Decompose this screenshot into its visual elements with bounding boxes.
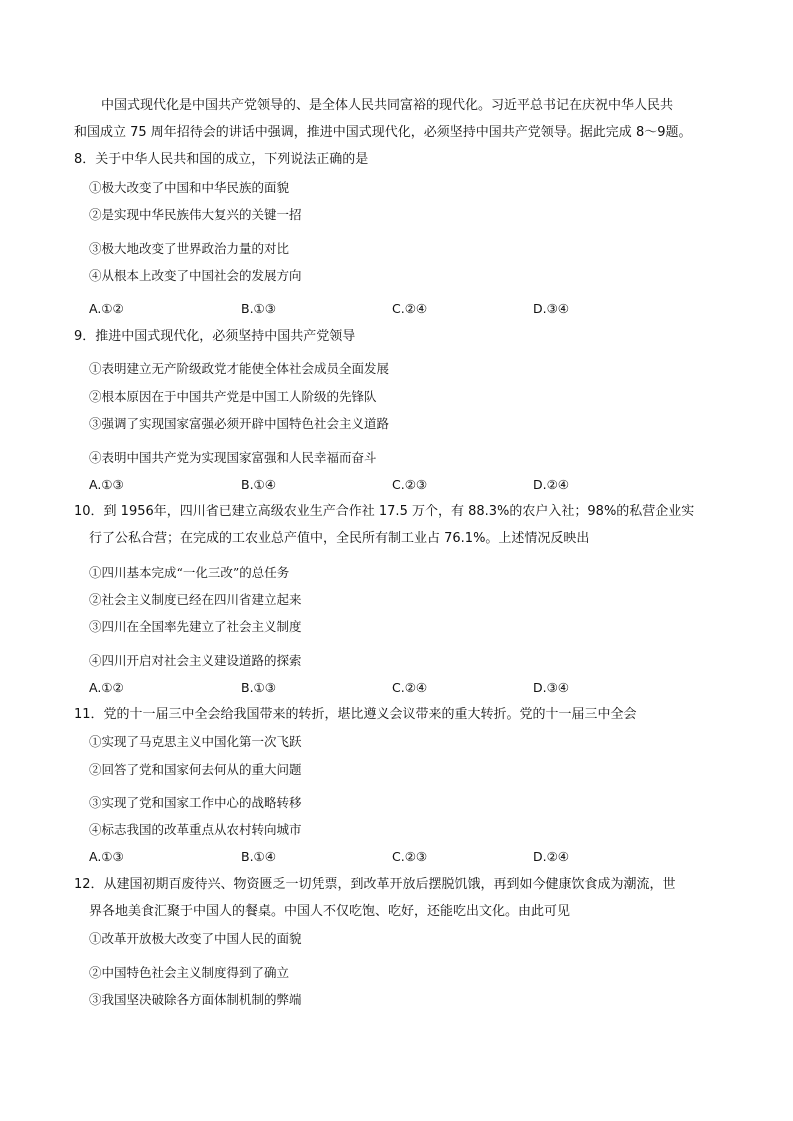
choice-a[interactable]: A.①③	[89, 849, 124, 864]
option-1: ①实现了马克思主义中国化第一次飞跃	[89, 734, 302, 749]
choice-d[interactable]: D.③④	[533, 301, 570, 316]
choice-a[interactable]: A.①②	[89, 680, 124, 695]
option-3: ③极大地改变了世界政治力量的对比	[89, 241, 290, 256]
choice-d[interactable]: D.②④	[533, 477, 570, 492]
question-stem: 12．从建国初期百废待兴、物资匮乏一切凭票，到改革开放后摆脱饥饿，再到如今健康饮食成为潮流，世	[74, 877, 676, 892]
option-2: ②根本原因在于中国共产党是中国工人阶级的先锋队	[89, 389, 377, 404]
choice-c[interactable]: C.②③	[392, 849, 428, 864]
option-4: ④表明中国共产党为实现国家富强和人民幸福而奋斗	[89, 450, 377, 465]
option-2: ②回答了党和国家何去何从的重大问题	[89, 762, 302, 777]
intro-line-1: 中国式现代化是中国共产党领导的、是全体人民共同富裕的现代化。习近平总书记在庆祝中华人民共	[101, 98, 674, 113]
question-stem-cont: 界各地美食汇聚于中国人的餐桌。中国人不仅吃饱、吃好，还能吃出文化。由此可见	[89, 904, 571, 919]
question-stem: 9．推进中国式现代化，必须坚持中国共产党领导	[74, 329, 356, 344]
intro-line-2: 和国成立 75 周年招待会的讲话中强调，推进中国式现代化，必须坚持中国共产党领导。据此完成 8～9题。	[74, 125, 692, 140]
choice-d[interactable]: D.③④	[533, 680, 570, 695]
question-stem: 8．关于中华人民共和国的成立，下列说法正确的是	[74, 152, 369, 167]
choice-a[interactable]: A.①②	[89, 301, 124, 316]
question-stem-cont: 行了公私合营；在完成的工农业总产值中，全民所有制工业占 76.1%。上述情况反映出	[89, 531, 590, 546]
question-stem: 11．党的十一届三中全会给我国带来的转折，堪比遵义会议带来的重大转折。党的十一届三中全会	[74, 707, 637, 722]
choice-c[interactable]: C.②④	[392, 301, 428, 316]
option-4: ④四川开启对社会主义建设道路的探索	[89, 653, 302, 668]
option-2: ②是实现中华民族伟大复兴的关键一招	[89, 207, 302, 222]
option-4: ④从根本上改变了中国社会的发展方向	[89, 268, 302, 283]
choice-d[interactable]: D.②④	[533, 849, 570, 864]
choice-c[interactable]: C.②③	[392, 477, 428, 492]
option-1: ①改革开放极大改变了中国人民的面貌	[89, 931, 302, 946]
option-1: ①四川基本完成“一化三改”的总任务	[89, 565, 290, 580]
option-2: ②中国特色社会主义制度得到了确立	[89, 965, 290, 980]
choice-a[interactable]: A.①③	[89, 477, 124, 492]
option-2: ②社会主义制度已经在四川省建立起来	[89, 592, 302, 607]
choice-b[interactable]: B.①④	[241, 477, 276, 492]
choice-b[interactable]: B.①④	[241, 849, 276, 864]
option-3: ③实现了党和国家工作中心的战略转移	[89, 795, 302, 810]
option-1: ①表明建立无产阶级政党才能使全体社会成员全面发展	[89, 361, 390, 376]
option-3: ③四川在全国率先建立了社会主义制度	[89, 619, 302, 634]
choice-c[interactable]: C.②④	[392, 680, 428, 695]
choice-b[interactable]: B.①③	[241, 301, 276, 316]
option-3: ③我国坚决破除各方面体制机制的弊端	[89, 992, 302, 1007]
question-stem: 10．到 1956年，四川省已建立高级农业生产合作社 17.5 万个，有 88.3%的农户入社；98%的私营企业实	[74, 504, 695, 519]
option-1: ①极大改变了中国和中华民族的面貌	[89, 180, 290, 195]
choice-b[interactable]: B.①③	[241, 680, 276, 695]
option-3: ③强调了实现国家富强必须开辟中国特色社会主义道路	[89, 416, 390, 431]
option-4: ④标志我国的改革重点从农村转向城市	[89, 822, 302, 837]
